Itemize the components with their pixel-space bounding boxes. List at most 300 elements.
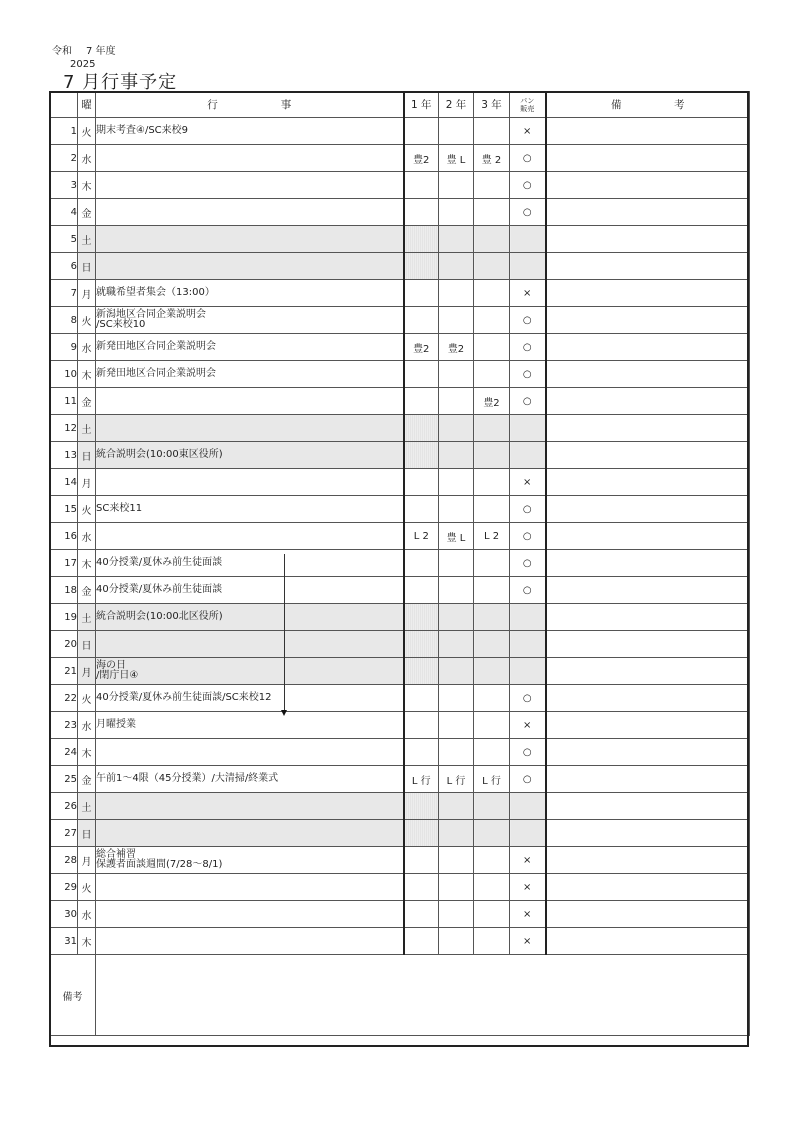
- grade3-cell: [474, 550, 510, 577]
- day-row: [50, 388, 750, 415]
- grade1-cell: [404, 820, 439, 847]
- grade1-cell: [404, 604, 439, 631]
- grade3-cell: [474, 253, 510, 280]
- grade3-cell: [474, 793, 510, 820]
- event-header: 行 事: [96, 92, 404, 118]
- day-row: [50, 793, 750, 820]
- event-cell: [96, 847, 404, 874]
- grade2-cell: [439, 118, 474, 145]
- event-line: 新潟地区合同企業説明会: [96, 309, 206, 320]
- event-cell: [96, 901, 404, 928]
- day-number: 13: [50, 442, 78, 469]
- grade3-cell: [474, 604, 510, 631]
- grade3-cell: [474, 631, 510, 658]
- event-cell: [96, 172, 404, 199]
- grade1-cell: [404, 253, 439, 280]
- grade3-cell: [474, 496, 510, 523]
- event-line: /SC来校10: [96, 319, 146, 330]
- bread-sale-cell: ○: [510, 523, 546, 550]
- event-line: 総合補習: [96, 849, 136, 860]
- grade3-cell: [474, 928, 510, 955]
- bread-sale-cell: [510, 226, 546, 253]
- note-cell: [546, 739, 750, 766]
- era-name: 令和: [52, 46, 72, 57]
- note-cell: [546, 712, 750, 739]
- grade1-cell: L 2: [404, 523, 439, 550]
- grade3-cell: [474, 577, 510, 604]
- day-of-week: 水: [78, 901, 96, 928]
- remarks-label: 備考: [50, 955, 96, 1036]
- grade3-cell: [474, 334, 510, 361]
- grade1-cell: [404, 658, 439, 685]
- event-cell: [96, 469, 404, 496]
- day-row: [50, 226, 750, 253]
- day-of-week: 金: [78, 766, 96, 793]
- note-cell: [546, 874, 750, 901]
- bread-sale-cell: [510, 415, 546, 442]
- day-of-week: 土: [78, 793, 96, 820]
- bread-sale-cell: ×: [510, 469, 546, 496]
- day-number: 5: [50, 226, 78, 253]
- day-row: [50, 307, 750, 334]
- grade1-cell: [404, 901, 439, 928]
- day-of-week: 金: [78, 577, 96, 604]
- day-of-week: 火: [78, 118, 96, 145]
- bread-sale-cell: [510, 442, 546, 469]
- grade2-cell: [439, 847, 474, 874]
- day-number: 24: [50, 739, 78, 766]
- grade1-cell: [404, 118, 439, 145]
- grade1-cell: [404, 550, 439, 577]
- event-cell: 40分授業/夏休み前生徒面談: [96, 550, 404, 577]
- event-cell: 午前1〜4限（45分授業）/大清掃/終業式: [96, 766, 404, 793]
- note-cell: [546, 280, 750, 307]
- note-header: 備 考: [546, 92, 750, 118]
- grade1-cell: [404, 496, 439, 523]
- day-number: 31: [50, 928, 78, 955]
- grade2-cell: [439, 820, 474, 847]
- day-row: [50, 145, 750, 172]
- day-of-week: 土: [78, 415, 96, 442]
- bread-sale-cell: ○: [510, 388, 546, 415]
- event-line: 海の日: [96, 660, 126, 671]
- day-of-week: 木: [78, 172, 96, 199]
- grade1-header: 1 年: [404, 92, 439, 118]
- bread-sale-cell: [510, 793, 546, 820]
- grade2-cell: [439, 658, 474, 685]
- grade2-cell: [439, 388, 474, 415]
- bread-sale-cell: ×: [510, 847, 546, 874]
- day-row: [50, 604, 750, 631]
- grade3-cell: 豊2: [474, 388, 510, 415]
- day-header: [50, 92, 78, 118]
- bread-sale-cell: [510, 253, 546, 280]
- grade2-cell: 豊 L: [439, 523, 474, 550]
- grade3-cell: [474, 469, 510, 496]
- day-row: [50, 199, 750, 226]
- day-row: [50, 820, 750, 847]
- note-cell: [546, 901, 750, 928]
- grade1-cell: [404, 928, 439, 955]
- event-cell: [96, 793, 404, 820]
- grade2-cell: [439, 874, 474, 901]
- day-row: [50, 901, 750, 928]
- day-row: [50, 361, 750, 388]
- note-cell: [546, 145, 750, 172]
- event-line: 保護者面談週間(7/28〜8/1): [96, 859, 223, 870]
- note-cell: [546, 334, 750, 361]
- event-cell: [96, 658, 404, 685]
- day-row: [50, 523, 750, 550]
- grade1-cell: [404, 685, 439, 712]
- day-of-week: 火: [78, 685, 96, 712]
- day-of-week: 月: [78, 469, 96, 496]
- day-number: 29: [50, 874, 78, 901]
- day-number: 22: [50, 685, 78, 712]
- grade3-cell: [474, 847, 510, 874]
- note-cell: [546, 118, 750, 145]
- day-number: 30: [50, 901, 78, 928]
- grade2-cell: [439, 550, 474, 577]
- grade2-cell: [439, 739, 474, 766]
- grade3-cell: [474, 361, 510, 388]
- bread-sale-cell: ○: [510, 766, 546, 793]
- day-of-week: 日: [78, 631, 96, 658]
- day-of-week: 日: [78, 820, 96, 847]
- day-row: [50, 550, 750, 577]
- day-row: [50, 442, 750, 469]
- grade3-cell: [474, 712, 510, 739]
- day-row: [50, 172, 750, 199]
- day-row: [50, 685, 750, 712]
- day-number: 14: [50, 469, 78, 496]
- note-cell: [546, 793, 750, 820]
- grade2-cell: [439, 442, 474, 469]
- day-row: [50, 577, 750, 604]
- event-cell: SC来校11: [96, 496, 404, 523]
- era-year: 7 年度: [86, 46, 116, 57]
- event-cell: 統合説明会(10:00東区役所): [96, 442, 404, 469]
- bread-sale-cell: ×: [510, 901, 546, 928]
- event-cell: 新発田地区合同企業説明会: [96, 361, 404, 388]
- day-number: 2: [50, 145, 78, 172]
- day-number: 6: [50, 253, 78, 280]
- note-cell: [546, 388, 750, 415]
- day-of-week: 水: [78, 712, 96, 739]
- event-cell: [96, 415, 404, 442]
- grade2-cell: [439, 307, 474, 334]
- note-cell: [546, 172, 750, 199]
- day-number: 7: [50, 280, 78, 307]
- remarks-content: [96, 955, 750, 1036]
- grade2-cell: [439, 631, 474, 658]
- grade1-cell: [404, 577, 439, 604]
- note-cell: [546, 847, 750, 874]
- grade1-cell: [404, 793, 439, 820]
- grade2-cell: [439, 901, 474, 928]
- grade2-cell: [439, 226, 474, 253]
- grade1-cell: [404, 874, 439, 901]
- event-cell: 新発田地区合同企業説明会: [96, 334, 404, 361]
- day-of-week: 土: [78, 226, 96, 253]
- grade3-header: 3 年: [474, 92, 510, 118]
- bread-sale-cell: ○: [510, 334, 546, 361]
- note-cell: [546, 253, 750, 280]
- grade3-cell: [474, 658, 510, 685]
- bread-sale-cell: ○: [510, 361, 546, 388]
- grade2-cell: [439, 361, 474, 388]
- grade1-cell: [404, 415, 439, 442]
- note-cell: [546, 226, 750, 253]
- grade1-cell: L 行: [404, 766, 439, 793]
- grade2-cell: [439, 793, 474, 820]
- grade2-cell: [439, 712, 474, 739]
- event-cell: [96, 523, 404, 550]
- bread-sale-cell: ○: [510, 307, 546, 334]
- day-of-week: 金: [78, 388, 96, 415]
- note-cell: [546, 820, 750, 847]
- note-cell: [546, 496, 750, 523]
- day-number: 21: [50, 658, 78, 685]
- event-cell: 月曜授業: [96, 712, 404, 739]
- page-title: 7 月行事予定: [63, 72, 178, 93]
- grade1-cell: [404, 847, 439, 874]
- day-number: 25: [50, 766, 78, 793]
- grade2-cell: [439, 199, 474, 226]
- day-number: 18: [50, 577, 78, 604]
- day-number: 10: [50, 361, 78, 388]
- remarks-row: [50, 955, 750, 1036]
- bread-sale-cell: ×: [510, 118, 546, 145]
- event-cell: [96, 145, 404, 172]
- event-cell: [96, 199, 404, 226]
- event-cell: 就職希望者集会（13:00）: [96, 280, 404, 307]
- bread-sale-cell: ○: [510, 577, 546, 604]
- day-of-week: 水: [78, 523, 96, 550]
- era-label: [52, 42, 130, 57]
- grade2-cell: 豊2: [439, 334, 474, 361]
- grade2-header: 2 年: [439, 92, 474, 118]
- grade3-cell: [474, 199, 510, 226]
- day-number: 17: [50, 550, 78, 577]
- day-row: [50, 847, 750, 874]
- note-cell: [546, 307, 750, 334]
- grade3-cell: [474, 739, 510, 766]
- grade3-cell: [474, 415, 510, 442]
- event-cell: 40分授業/夏休み前生徒面談: [96, 577, 404, 604]
- day-number: 20: [50, 631, 78, 658]
- grade2-cell: [439, 604, 474, 631]
- grade1-cell: [404, 739, 439, 766]
- day-number: 8: [50, 307, 78, 334]
- event-cell: [96, 874, 404, 901]
- day-number: 27: [50, 820, 78, 847]
- note-cell: [546, 442, 750, 469]
- note-cell: [546, 199, 750, 226]
- bread-header-top: パン: [520, 96, 535, 105]
- bread-header-bottom: 販売: [520, 104, 535, 113]
- grade1-cell: 豊2: [404, 334, 439, 361]
- day-of-week: 土: [78, 604, 96, 631]
- grade2-cell: [439, 469, 474, 496]
- day-of-week: 水: [78, 334, 96, 361]
- day-of-week: 木: [78, 739, 96, 766]
- bread-sale-cell: ○: [510, 550, 546, 577]
- grade1-cell: 豊2: [404, 145, 439, 172]
- day-number: 3: [50, 172, 78, 199]
- grade3-cell: [474, 172, 510, 199]
- bread-sale-cell: [510, 658, 546, 685]
- grade1-cell: [404, 469, 439, 496]
- header-row: [50, 92, 750, 118]
- day-of-week: 火: [78, 307, 96, 334]
- grade1-cell: [404, 226, 439, 253]
- event-cell: 期末考査④/SC来校9: [96, 118, 404, 145]
- grade2-cell: [439, 415, 474, 442]
- day-of-week: 月: [78, 280, 96, 307]
- day-row: [50, 739, 750, 766]
- grade3-cell: [474, 685, 510, 712]
- note-cell: [546, 631, 750, 658]
- bread-sale-header: [510, 92, 546, 118]
- event-cell: [96, 739, 404, 766]
- note-cell: [546, 415, 750, 442]
- bread-sale-cell: ○: [510, 685, 546, 712]
- day-row: [50, 712, 750, 739]
- day-row: [50, 253, 750, 280]
- grade3-cell: [474, 226, 510, 253]
- note-cell: [546, 577, 750, 604]
- day-row: [50, 766, 750, 793]
- bread-sale-cell: ×: [510, 712, 546, 739]
- day-number: 23: [50, 712, 78, 739]
- event-cell: [96, 253, 404, 280]
- day-number: 11: [50, 388, 78, 415]
- note-cell: [546, 928, 750, 955]
- bread-sale-cell: ×: [510, 928, 546, 955]
- event-cell: [96, 631, 404, 658]
- day-row: [50, 469, 750, 496]
- day-row: [50, 334, 750, 361]
- bread-sale-cell: ×: [510, 874, 546, 901]
- grade3-cell: [474, 874, 510, 901]
- bread-sale-cell: ×: [510, 280, 546, 307]
- day-of-week: 日: [78, 442, 96, 469]
- day-row: [50, 415, 750, 442]
- period-arrow-line: [284, 554, 285, 712]
- day-number: 15: [50, 496, 78, 523]
- grade2-cell: [439, 496, 474, 523]
- event-cell: [96, 820, 404, 847]
- day-number: 28: [50, 847, 78, 874]
- arrow-down-icon: [281, 710, 287, 716]
- grade1-cell: [404, 388, 439, 415]
- grade3-cell: L 行: [474, 766, 510, 793]
- grade2-cell: [439, 928, 474, 955]
- grade1-cell: [404, 307, 439, 334]
- grade3-cell: [474, 280, 510, 307]
- day-row: [50, 631, 750, 658]
- grade3-cell: [474, 118, 510, 145]
- note-cell: [546, 658, 750, 685]
- event-line: /閉庁日④: [96, 670, 139, 681]
- bread-sale-cell: [510, 820, 546, 847]
- dow-header: 曜: [78, 92, 96, 118]
- grade2-cell: L 行: [439, 766, 474, 793]
- day-of-week: 金: [78, 199, 96, 226]
- schedule-table: [49, 91, 750, 1036]
- note-cell: [546, 604, 750, 631]
- grade2-cell: [439, 172, 474, 199]
- grade1-cell: [404, 442, 439, 469]
- grade2-cell: [439, 685, 474, 712]
- note-cell: [546, 469, 750, 496]
- note-cell: [546, 523, 750, 550]
- western-year: 2025: [70, 59, 96, 70]
- grade2-cell: [439, 253, 474, 280]
- grade3-cell: [474, 307, 510, 334]
- grade2-cell: 豊 L: [439, 145, 474, 172]
- grade1-cell: [404, 631, 439, 658]
- day-of-week: 木: [78, 928, 96, 955]
- bread-sale-cell: ○: [510, 739, 546, 766]
- bread-sale-cell: ○: [510, 199, 546, 226]
- day-number: 12: [50, 415, 78, 442]
- bread-sale-cell: [510, 631, 546, 658]
- schedule-body: [50, 118, 750, 1036]
- day-row: [50, 874, 750, 901]
- day-of-week: 木: [78, 550, 96, 577]
- day-number: 26: [50, 793, 78, 820]
- note-cell: [546, 766, 750, 793]
- day-number: 9: [50, 334, 78, 361]
- grade1-cell: [404, 199, 439, 226]
- bread-sale-cell: ○: [510, 496, 546, 523]
- day-of-week: 火: [78, 496, 96, 523]
- event-cell: [96, 928, 404, 955]
- bread-sale-cell: ○: [510, 145, 546, 172]
- grade2-cell: [439, 577, 474, 604]
- day-of-week: 日: [78, 253, 96, 280]
- day-of-week: 木: [78, 361, 96, 388]
- note-cell: [546, 685, 750, 712]
- day-row: [50, 928, 750, 955]
- event-cell: [96, 226, 404, 253]
- day-number: 4: [50, 199, 78, 226]
- day-number: 1: [50, 118, 78, 145]
- grade3-cell: [474, 901, 510, 928]
- day-of-week: 水: [78, 145, 96, 172]
- grade3-cell: [474, 442, 510, 469]
- event-cell: [96, 307, 404, 334]
- grade3-cell: L 2: [474, 523, 510, 550]
- note-cell: [546, 550, 750, 577]
- note-cell: [546, 361, 750, 388]
- day-row: [50, 280, 750, 307]
- day-of-week: 月: [78, 847, 96, 874]
- day-of-week: 月: [78, 658, 96, 685]
- grade3-cell: [474, 820, 510, 847]
- grade1-cell: [404, 280, 439, 307]
- day-row: [50, 496, 750, 523]
- grade1-cell: [404, 172, 439, 199]
- event-cell: 統合説明会(10:00北区役所): [96, 604, 404, 631]
- grade1-cell: [404, 712, 439, 739]
- grade2-cell: [439, 280, 474, 307]
- day-row: [50, 658, 750, 685]
- day-row: [50, 118, 750, 145]
- bread-sale-cell: ○: [510, 172, 546, 199]
